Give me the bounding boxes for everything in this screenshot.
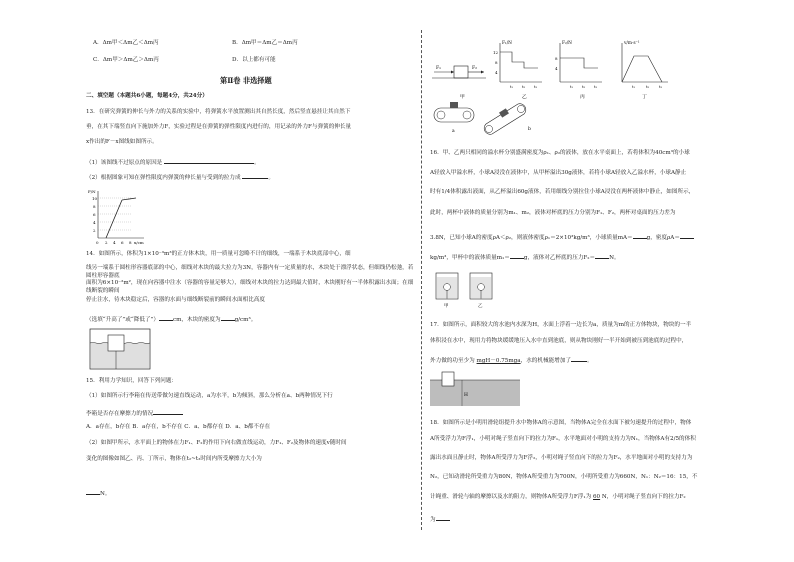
q13-line2: 垂，在其下端竖直向下施加外力F，实验过程是在弹簧的弹性限度内进行的，用记录的外力F与弹簧的伸长量 — [86, 124, 352, 130]
q14-line4: 停止注水，待木块稳定后，容器的水面与细线断裂前的瞬间水面相比高度 — [86, 297, 266, 303]
q16-line3: 时有1/4体积露出液面，从乙杯溢出60g液体，若用细线分别拉住小球A浸没在两杯液体中静止，如图所示， — [430, 189, 695, 195]
q16-blank1[interactable] — [633, 232, 647, 239]
graph-f1 — [493, 41, 542, 89]
q13-graph — [86, 186, 146, 248]
svg-text:4: 4 — [495, 70, 498, 75]
q17-answer1: mgH－0.75mga — [476, 358, 521, 364]
q13-answer1-blank[interactable] — [164, 157, 254, 164]
q13-sub2: （2）根据图象可知在弹性限度内弹簧的伸长量与受到的拉力成 。 — [86, 172, 274, 183]
svg-text:t₃: t₃ — [594, 84, 598, 89]
q15-blank2[interactable] — [86, 488, 100, 495]
ball-a — [444, 284, 451, 291]
svg-text:t₃: t₃ — [659, 84, 663, 89]
q14-blank1[interactable] — [159, 314, 173, 321]
q13-data-line — [106, 200, 122, 238]
svg-text:8: 8 — [555, 56, 558, 61]
graph-f2 — [555, 41, 602, 89]
q17-blank2[interactable] — [571, 355, 587, 362]
f1-label: F₁ — [436, 66, 441, 71]
conveyor-a — [434, 102, 474, 134]
q15-answer: N。 — [86, 488, 111, 499]
q15-sub1-line1: （1）如图所示行李箱在传送带做匀速直线运动，a为水平，b为倾斜，那么分析在a、b两种情况下行 — [86, 393, 333, 399]
floating-block — [442, 372, 454, 386]
block — [454, 66, 468, 78]
svg-text:b: b — [528, 127, 531, 132]
svg-text:t₁: t₁ — [570, 84, 574, 89]
svg-text:12: 12 — [493, 50, 499, 55]
svg-text:4: 4 — [555, 66, 558, 71]
label-bing: 丙 — [580, 95, 585, 100]
q15-sub1-line2: 李箱是否存在摩擦力的情况 — [86, 408, 183, 419]
q18-line6: 为 — [430, 514, 450, 525]
q18-answer1: 60 — [592, 494, 601, 500]
q13-xtick: 8 — [129, 240, 132, 245]
section-heading: 二、填空题（本题共6小题，每题4分，共24分） — [86, 93, 208, 99]
svg-text:H: H — [464, 393, 468, 398]
svg-text:t₁: t₁ — [510, 84, 514, 89]
section-title: 第Ⅱ卷 非选择题 — [220, 76, 272, 85]
conveyor-b — [484, 104, 531, 135]
option-c: C．Δm甲＞Δm乙＞Δm丙 — [93, 57, 159, 63]
wood-block — [108, 335, 124, 351]
q17-pool-figure — [430, 368, 530, 408]
q15-title: 15．利用力学知识，回答下列问题： — [86, 378, 178, 384]
option-a: A．Δm甲＜Δm乙＜Δm丙 — [93, 40, 159, 46]
f2-label: F₂ — [472, 66, 477, 71]
q13-ytick: 8 — [93, 204, 96, 209]
svg-text:t₁: t₁ — [632, 84, 636, 89]
q16-blank4[interactable] — [595, 252, 609, 259]
svg-text:t₂: t₂ — [582, 84, 586, 89]
svg-text:F₁/N: F₁/N — [502, 41, 512, 46]
q18-line4: N₂，已知动滑轮所受重力为80N，物体A所受重力为700N，小明所受重力为660N，N₁：N₂＝16：15，不 — [430, 474, 698, 480]
q16-blank3[interactable] — [510, 252, 524, 259]
q16-line5: 3.8N，已知小球A的密度ρA＜ρ₂，则液体密度ρ₁＝2×10³kg/m³，小球质量mA＝ g，密度ρA＝ — [430, 232, 694, 243]
q14-line2: 线另一端系于圆柱形容器底部的中心，细线对木块的最大拉力为3N，容器内有一定质量的水，木块处于漂浮状态，但细线仍松弛，若圆柱形容器底 — [86, 265, 414, 279]
svg-text:t₂: t₂ — [522, 84, 526, 89]
column-divider — [421, 30, 422, 530]
q13-xtick: 4 — [113, 240, 116, 245]
svg-text:t₂: t₂ — [646, 84, 650, 89]
svg-text:t₃: t₃ — [534, 84, 538, 89]
svg-text:乙: 乙 — [478, 304, 483, 309]
q15-choices: A．a存在，b存在 B．a存在，b不存在 C．a、b都存在 D．a、b都不存在 — [86, 424, 271, 430]
q18-line5: 计绳重、滑轮与轴的摩擦以及水的阻力，则物体A所受浮力F浮₁为 60 N，小明对绳子竖直向下的拉力F₂ — [430, 494, 686, 500]
svg-text:a: a — [452, 129, 455, 134]
q16-line1: 16．甲、乙两只相同的溢水杯分别盛满密度为ρ₁、ρ₂的液体，放在水平桌面上，若将体积为40cm³的小球 — [430, 150, 690, 156]
q13-xtick: 6 — [121, 240, 124, 245]
q18-line2: A所受浮力为F浮₁，小明对绳子竖直向下的拉力为F₁，水平地面对小明的支持力为N₁，当物体A有2/5的体积 — [430, 436, 696, 442]
option-b: B．Δm甲＝Δm乙＝Δm丙 — [232, 40, 298, 46]
label-jia: 甲 — [460, 95, 465, 100]
q13-line1: 13．在研究弹簧的伸长与外力的关系的实验中，将弹簧水平放置测出其自然长度，然后竖直悬挂让其自然下 — [86, 109, 351, 115]
q15-figures — [430, 38, 770, 138]
q13-ytick: 4 — [93, 220, 96, 225]
label-ding: 丁 — [642, 95, 647, 100]
q14-line1: 14．如图所示，体积为1×10⁻³m³的正方体木块，用一质量可忽略不计的细线，一端系于木块底部中心，细 — [86, 251, 351, 257]
q13-sub1: （1）该图线不过原点的原因是 。 — [86, 157, 260, 168]
q16-cups-figure — [430, 265, 500, 309]
q14-blank2[interactable] — [221, 314, 235, 321]
q13-ylabel: F/N — [88, 189, 96, 194]
q18-line3: 露出水面且静止时，物体A所受浮力为F浮₂，小明对绳子竖直向下的拉力为F₂，水平地面对小明的支持力为 — [430, 455, 693, 461]
ball-a-2 — [478, 284, 485, 291]
label-yi: 乙 — [522, 95, 527, 100]
q13-xtick: 2 — [105, 240, 108, 245]
q17-line1: 17．如图所示，面积较大的水池内水深为H，水面上浮着一边长为a，质量为m的正方体物块，物块的一半 — [430, 322, 692, 328]
svg-text:8: 8 — [495, 60, 498, 65]
q14-container-figure — [86, 327, 154, 371]
option-d: D．以上都有可能 — [232, 57, 276, 63]
q16-blank2[interactable] — [680, 232, 694, 239]
q13-xtick: 0 — [96, 240, 99, 245]
q15-sub2-line2: 变化的图像如图乙、丙、丁所示，物体在t₂~t₃时间内所受摩擦力大小为 — [86, 456, 262, 462]
graph-v — [622, 40, 668, 89]
svg-text:甲: 甲 — [444, 304, 449, 309]
q16-line2: A轻放入甲溢水杯，小球A浸没在液体中，从甲杯溢出30g液体，若将小球A轻放入乙溢水杯，小球A静止 — [430, 170, 687, 176]
q15-sub2-line1: （2）如图甲所示，水平面上的物体在力F₁、F₂的作用下向右做直线运动，力F₁、F₂及物体的速度v随时间 — [86, 440, 347, 446]
svg-text:v/m·s⁻¹: v/m·s⁻¹ — [624, 41, 640, 46]
q15-blank1[interactable] — [153, 408, 183, 415]
q17-line2: 体积浸在水中，现用力将物块缓缓地压入水中直到池底，则从物块刚好一半开始到被压到池底的过程中， — [430, 338, 688, 344]
q13-data-line — [122, 198, 136, 200]
q16-line4: 此时，两杯中液体的质量分别为m₁、m₂，液体对杯底的压力分别为F₁、F₂，两杯对桌面的压力差为 — [430, 210, 676, 216]
q13-answer2-blank[interactable] — [242, 172, 268, 179]
q13-ytick: 2 — [93, 228, 96, 233]
svg-text:F₂/N: F₂/N — [562, 41, 572, 46]
q13-line3: x作出的F－x图线如图所示。 — [86, 139, 158, 145]
q13-ytick: 6 — [93, 212, 96, 217]
q13-xlabel: x/cm — [134, 240, 144, 245]
q18-line1: 18．如图所示是小明用滑轮组提升水中物体A的示意图，当物体A完全在水面下被匀速提升的过程中，物体 — [430, 420, 692, 426]
q17-line3: 外力做的功至少为 mgH－0.75mga，水的机械能增加了 。 — [430, 355, 593, 366]
q13-ytick: 10 — [92, 196, 98, 201]
q18-blank2[interactable] — [436, 514, 450, 521]
q14-line3: 面积为6×10⁻²m²，现在向容器中注水（容器的容量足够大），细线对木块的拉力达到最大值时，木块刚好有一半体积露出水面；在细线断裂的瞬间 — [86, 280, 414, 294]
q14-line5: （选填“升高了”或“降低了”） cm，木块的密度为 g/cm³。 — [86, 314, 256, 325]
q16-line6: kg/m³，甲杯中的液体质量m₁＝ g，液体对乙杯底的压力F₂＝ N。 — [430, 252, 620, 263]
